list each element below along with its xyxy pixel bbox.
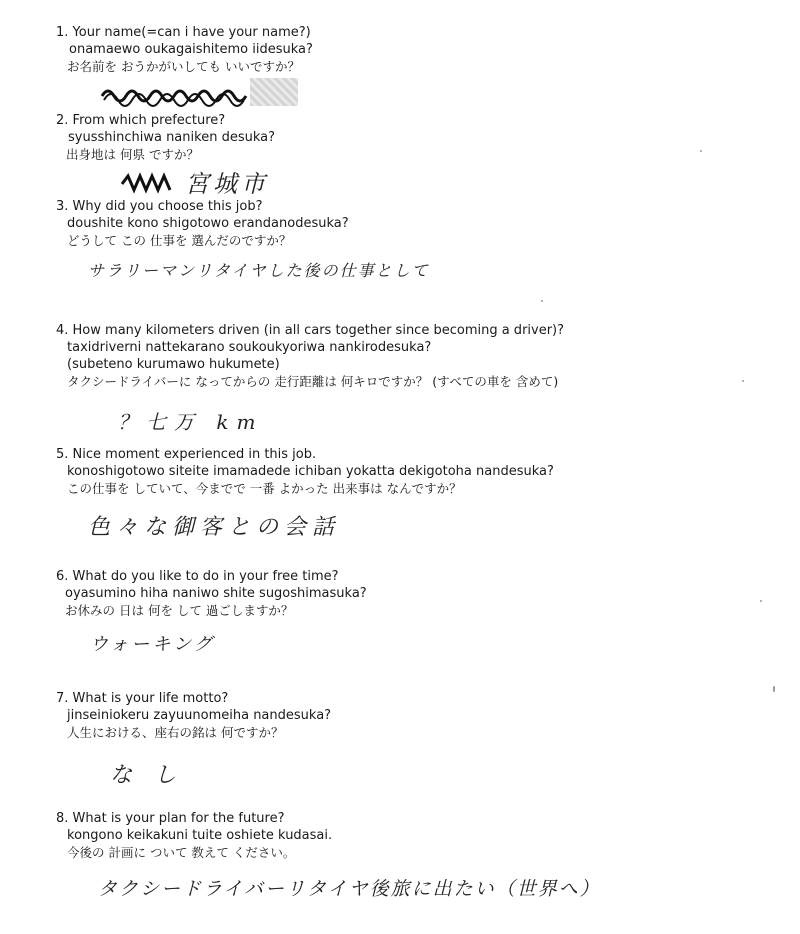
question-3-japanese: どうして この 仕事を 選んだのですか？ <box>67 233 292 248</box>
question-8-english: 8. What is your plan for the future? <box>56 811 285 826</box>
scan-speck <box>541 300 543 302</box>
crossed-out-scribble <box>118 170 178 198</box>
answer-3: サラリーマンリタイヤした後の仕事として <box>88 261 430 280</box>
answer-8: タクシードライバーリタイヤ後旅に出たい（世界へ） <box>98 878 601 900</box>
question-1-romaji: onamaewo oukagaishitemo iidesuka? <box>69 42 313 57</box>
crossed-out-scribble <box>98 82 258 110</box>
scan-speck <box>742 380 744 382</box>
question-4 <box>56 322 564 390</box>
question-8-japanese: 今後の 計画に ついて 教えて ください。 <box>67 845 296 860</box>
question-2-english: 2. From which prefecture? <box>56 113 226 128</box>
question-7 <box>56 690 331 741</box>
question-6 <box>56 568 367 619</box>
question-7-japanese: 人生における、座右の銘は 何ですか？ <box>67 725 284 740</box>
question-3-english: 3. Why did you choose this job? <box>56 199 263 214</box>
question-2-romaji: syusshinchiwa naniken desuka? <box>68 130 275 145</box>
question-4-romaji-note: (subeteno kurumawo hukumete) <box>67 357 280 372</box>
answer-6: ウォーキング <box>90 634 215 655</box>
question-6-romaji: oyasumino hiha naniwo shite sugoshimasuka? <box>65 586 367 601</box>
question-3-romaji: doushite kono shigotowo erandanodesuka? <box>67 216 349 231</box>
question-4-japanese: タクシードライバーに なってからの 走行距離は 何キロですか？ (すべての車を 含めて) <box>67 374 559 389</box>
question-2-japanese: 出身地は 何県 ですか？ <box>66 147 199 162</box>
scan-speck <box>773 686 775 692</box>
question-1-english: 1. Your name(=can i have your name?) <box>56 25 311 40</box>
question-7-english: 7. What is your life motto? <box>56 691 229 706</box>
answer-4: ？七万 km <box>118 410 264 434</box>
scan-speck <box>700 150 702 152</box>
question-1 <box>56 24 313 75</box>
question-2 <box>56 112 275 163</box>
answer-7: なし <box>110 763 199 788</box>
question-5 <box>56 446 554 497</box>
question-4-romaji: taxidriverni nattekarano soukoukyoriwa nankirodesuka? <box>67 340 432 355</box>
scan-speck <box>760 600 762 602</box>
question-5-english: 5. Nice moment experienced in this job. <box>56 447 317 462</box>
answer-5: 色々な御客との会話 <box>88 515 341 540</box>
question-8 <box>56 810 332 861</box>
question-5-romaji: konoshigotowo siteite imamadede ichiban yokatta dekigotoha nandesuka? <box>67 464 554 479</box>
question-5-japanese: この仕事を していて、今までで 一番 よかった 出来事は なんですか？ <box>67 481 462 496</box>
question-1-japanese: お名前を おうかがいしても いいですか？ <box>67 59 300 74</box>
question-3 <box>56 198 349 249</box>
question-8-romaji: kongono keikakuni tuite oshiete kudasai. <box>67 828 333 843</box>
question-7-romaji: jinseiniokeru zayuunomeiha nandesuka? <box>67 708 332 723</box>
question-6-english: 6. What do you like to do in your free time? <box>56 569 339 584</box>
question-6-japanese: お休みの 日は 何を して 過ごしますか？ <box>65 603 294 618</box>
question-4-english: 4. How many kilometers driven (in all cars together since becoming a driver)? <box>56 323 565 338</box>
answer-2: 宮城市 <box>185 170 269 198</box>
